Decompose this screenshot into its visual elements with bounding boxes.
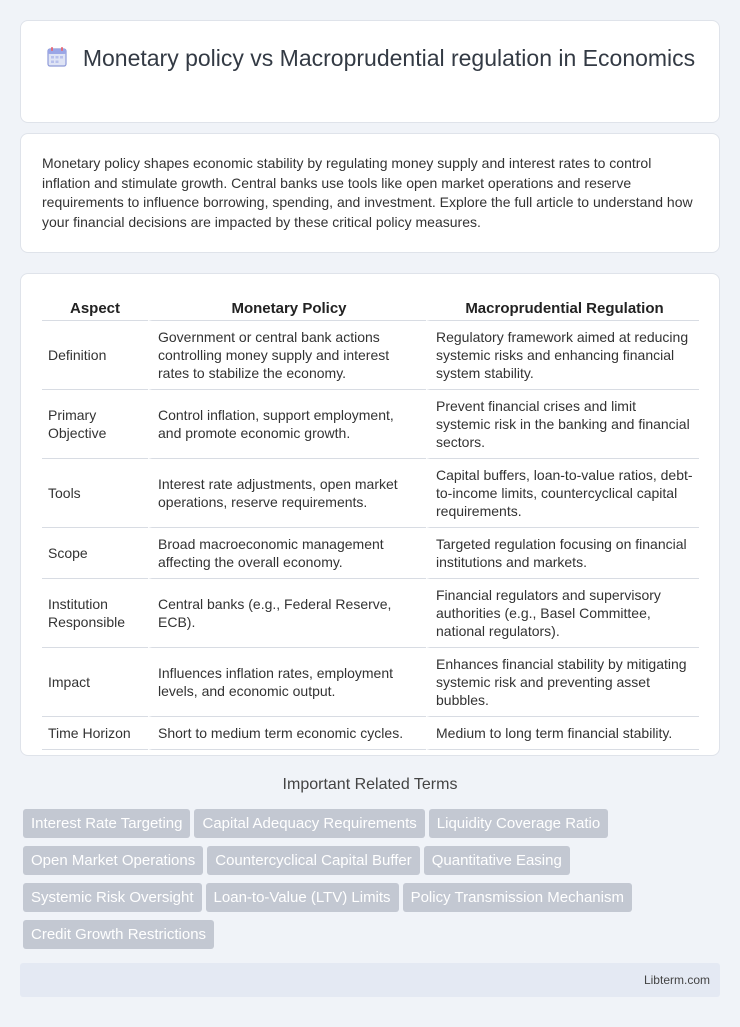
- footer-bar: [20, 963, 720, 997]
- table-row: [42, 528, 699, 579]
- related-term-tag[interactable]: Capital Adequacy Requirements: [194, 809, 424, 838]
- table-row: [42, 717, 699, 750]
- comparison-table: [42, 294, 699, 750]
- related-term-tag[interactable]: Liquidity Coverage Ratio: [429, 809, 608, 838]
- row-aspect: Scope: [42, 528, 148, 579]
- row-macroprudential: Financial regulators and supervisory authorities (e.g., Basel Committee, national regulators).: [426, 579, 699, 648]
- row-monetary: Interest rate adjustments, open market operations, reserve requirements.: [148, 459, 426, 528]
- intro-card: [20, 133, 720, 253]
- row-monetary: Control inflation, support employment, and promote economic growth.: [148, 390, 426, 459]
- table-header-monetary-policy: Monetary Policy: [148, 294, 426, 321]
- related-term-tag[interactable]: Open Market Operations: [23, 846, 203, 875]
- row-aspect: Time Horizon: [42, 717, 148, 750]
- row-aspect: Tools: [42, 459, 148, 528]
- related-term-tag[interactable]: Systemic Risk Oversight: [23, 883, 202, 912]
- comparison-table-card: [20, 273, 720, 756]
- table-row: [42, 390, 699, 459]
- row-monetary: Broad macroeconomic management affecting the overall economy.: [148, 528, 426, 579]
- table-row: [42, 579, 699, 648]
- row-macroprudential: Capital buffers, loan-to-value ratios, debt-to-income limits, countercyclical capital requirements.: [426, 459, 699, 528]
- row-monetary: Government or central bank actions controlling money supply and interest rates to stabilize the economy.: [148, 321, 426, 390]
- related-term-tag[interactable]: Credit Growth Restrictions: [23, 920, 214, 949]
- table-row: [42, 321, 699, 390]
- page-title-text: Monetary policy vs Macroprudential regulation in Economics: [82, 45, 696, 71]
- row-aspect: Primary Objective: [42, 390, 148, 459]
- row-macroprudential: Prevent financial crises and limit systemic risk in the banking and financial sectors.: [426, 390, 699, 459]
- related-term-tag[interactable]: Countercyclical Capital Buffer: [207, 846, 419, 875]
- header-card: [20, 20, 720, 123]
- row-monetary: Influences inflation rates, employment levels, and economic output.: [148, 648, 426, 717]
- row-aspect: Institution Responsible: [42, 579, 148, 648]
- table-header-macroprudential-regulation: Macroprudential Regulation: [426, 294, 699, 321]
- row-macroprudential: Regulatory framework aimed at reducing systemic risks and enhancing financial system stability.: [426, 321, 699, 390]
- calendar-icon: [45, 45, 69, 69]
- row-macroprudential: Targeted regulation focusing on financial institutions and markets.: [426, 528, 699, 579]
- related-term-tag[interactable]: Loan-to-Value (LTV) Limits: [206, 883, 399, 912]
- table-header-row: [42, 294, 699, 321]
- row-aspect: Impact: [42, 648, 148, 717]
- related-term-tag[interactable]: Policy Transmission Mechanism: [403, 883, 632, 912]
- row-monetary: Central banks (e.g., Federal Reserve, ECB).: [148, 579, 426, 648]
- related-terms-list: [23, 809, 703, 957]
- intro-paragraph: Monetary policy shapes economic stability by regulating money supply and interest rates to control inflation and stimulate growth. Central banks use tools like open market operations and reserve requirements to influence borrowing, spending, and investment. Explore the full article to understand how your financial decisions are impacted by these critical policy measures.: [42, 155, 693, 230]
- row-macroprudential: Enhances financial stability by mitigating systemic risk and preventing asset bubbles.: [426, 648, 699, 717]
- table-row: [42, 459, 699, 528]
- page-title: [21, 44, 719, 73]
- table-header-aspect: Aspect: [42, 294, 148, 321]
- row-macroprudential: Medium to long term financial stability.: [426, 717, 699, 750]
- table-row: [42, 648, 699, 717]
- related-term-tag[interactable]: Quantitative Easing: [424, 846, 570, 875]
- related-terms-title: Important Related Terms: [282, 776, 458, 793]
- footer-brand[interactable]: Libterm.com: [643, 973, 710, 987]
- row-aspect: Definition: [42, 321, 148, 390]
- related-term-tag[interactable]: Interest Rate Targeting: [23, 809, 190, 838]
- row-monetary: Short to medium term economic cycles.: [148, 717, 426, 750]
